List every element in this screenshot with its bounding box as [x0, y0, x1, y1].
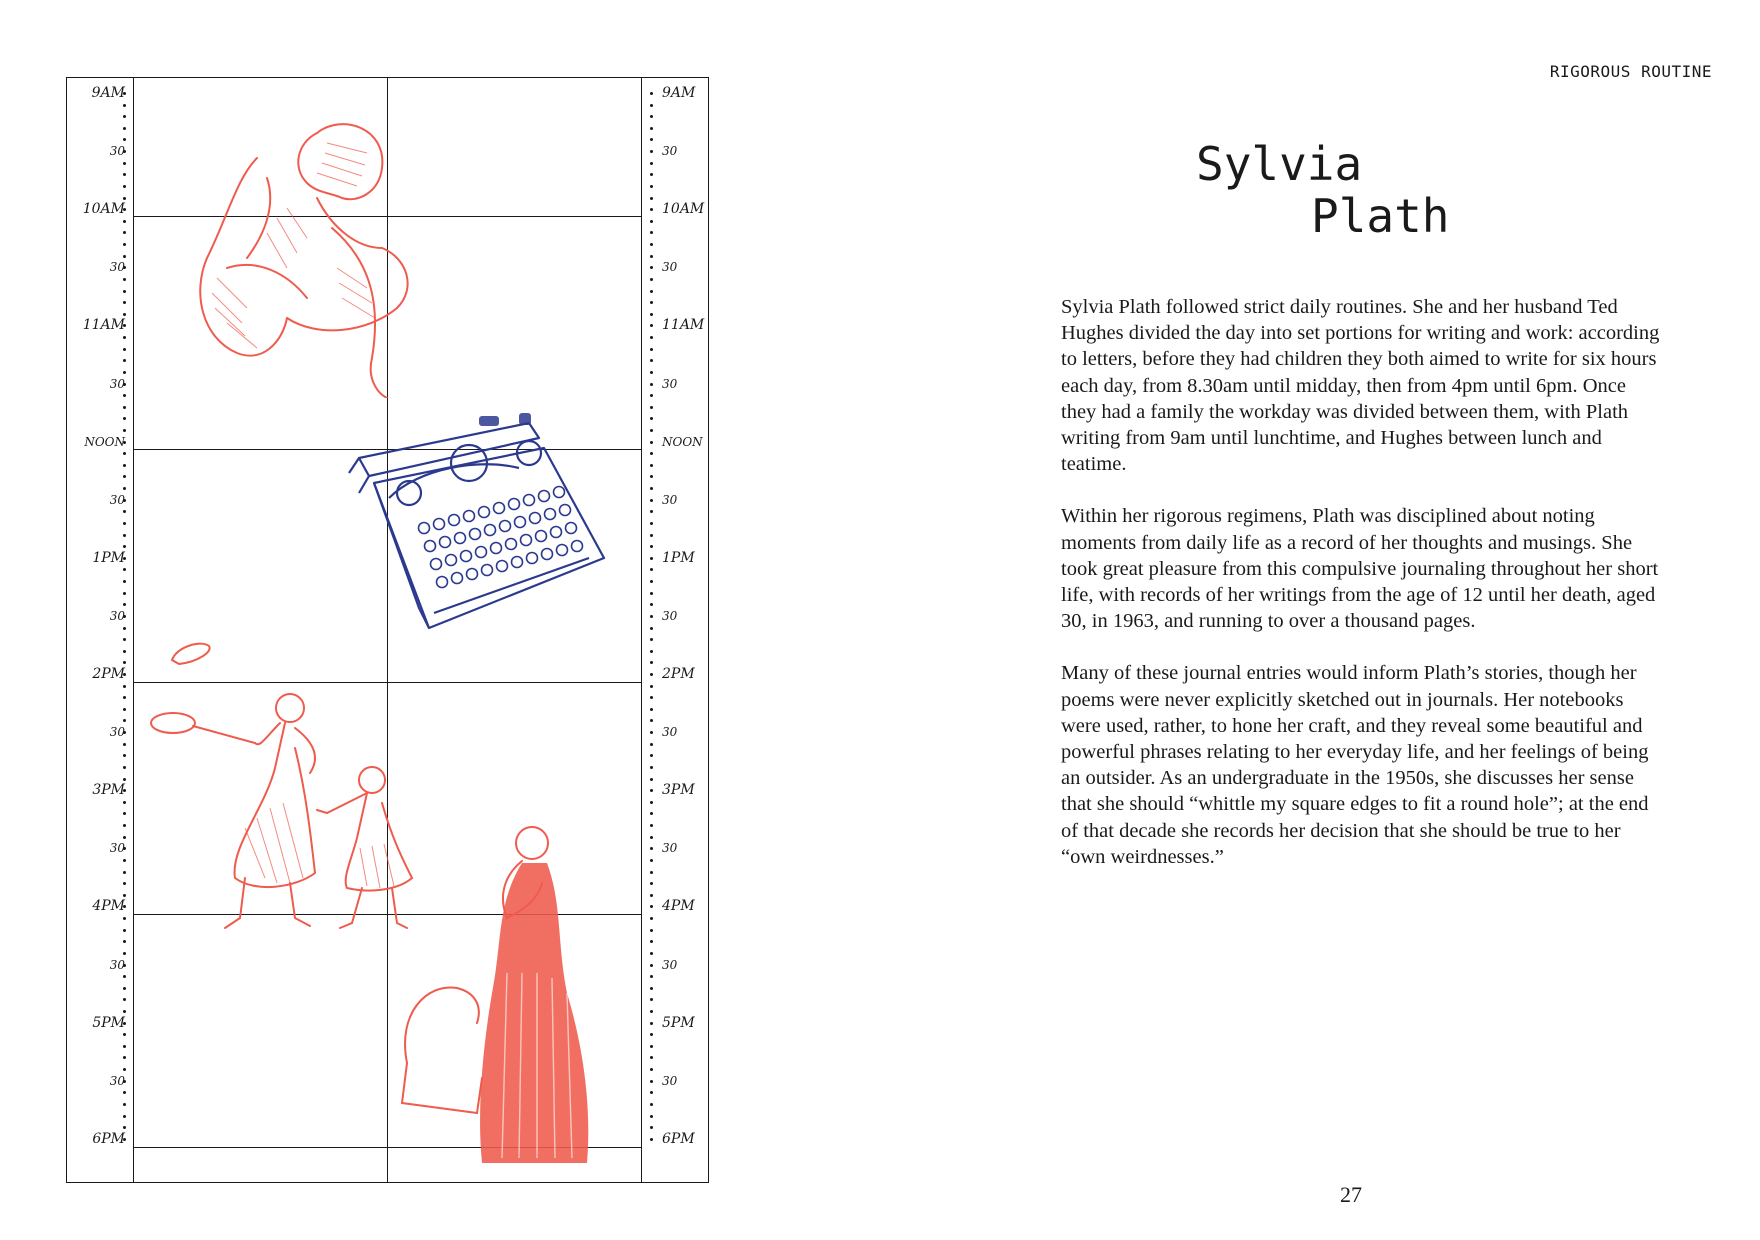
page-title [1196, 138, 1449, 242]
scale-dot [123, 475, 126, 478]
scale-dot [650, 417, 653, 420]
scale-dot [123, 545, 126, 548]
woman-holding-baby-illustration [397, 823, 617, 1173]
scale-dot [650, 940, 653, 943]
scale-dot [123, 766, 126, 769]
scale-dot [123, 778, 126, 781]
tick-label: 9AM [91, 85, 125, 101]
scale-dot [650, 220, 653, 223]
scale-dot [650, 197, 653, 200]
scale-dot [650, 1068, 653, 1071]
tick-label: 2PM [662, 666, 695, 682]
scale-dot [650, 185, 653, 188]
tick-label: 11AM [82, 317, 125, 334]
tick-label: 30 [662, 260, 678, 275]
scale-dot [650, 464, 653, 467]
tick-label: 30 [109, 260, 125, 275]
typewriter-key [551, 527, 562, 538]
scale-dot [650, 836, 653, 839]
scale-dot [650, 975, 653, 978]
scale-dot [650, 1080, 653, 1083]
tick-label: 3PM [92, 782, 125, 799]
scale-dot [123, 987, 126, 990]
scale-dot [650, 789, 653, 792]
tick-label: 30 [662, 1073, 678, 1088]
tick-label: NOON [84, 434, 125, 449]
scale-dot [123, 836, 126, 839]
scale-dot [123, 1068, 126, 1071]
scale-dot [123, 871, 126, 874]
scale-dot [650, 685, 653, 688]
scale-dot [650, 452, 653, 455]
scale-dot [123, 708, 126, 711]
scale-dot [650, 1115, 653, 1118]
typewriter-key [449, 515, 460, 526]
scale-dot [123, 754, 126, 757]
page-number: 27 [1340, 1182, 1362, 1207]
typewriter-key [497, 561, 508, 572]
typewriter-key [461, 551, 472, 562]
typewriter-key [566, 523, 577, 534]
scale-dot [123, 313, 126, 316]
scale-dot [650, 801, 653, 804]
tick-label: 30 [662, 957, 678, 972]
scale-dot [123, 998, 126, 1001]
scale-dot [123, 1033, 126, 1036]
scale-dot [123, 278, 126, 281]
typewriter-key [419, 523, 430, 534]
scale-dot [650, 301, 653, 304]
scale-dot [650, 336, 653, 339]
typewriter-key [560, 505, 571, 516]
scale-dot [650, 1103, 653, 1106]
scale-dot [650, 266, 653, 269]
scale-dot [650, 127, 653, 130]
typewriter-key [440, 537, 451, 548]
scale-dot [123, 522, 126, 525]
scale-dot [123, 406, 126, 409]
scale-dot [650, 522, 653, 525]
scale-dot [650, 615, 653, 618]
tick-label: NOON [662, 434, 703, 449]
tick-label: 30 [662, 608, 678, 623]
paragraph: Many of these journal entries would inform Plath’s stories, though her poems were never explicitly sketched out in journals. Her notebooks were used, rather, to hone her craft, and they reveal some beautiful and powerful phrases relating to her everyday life, and her feelings of being an outsider. As an undergraduate in the 1950s, she discusses her sense that she should “whittle my square edges to fit a round hole”; at the end of that decade she records her decision that she should be true to her “own weirdnesses.” [1061, 662, 1649, 868]
scale-dot [650, 1010, 653, 1013]
typewriter-illustration [329, 398, 629, 638]
body-text [1061, 294, 1661, 896]
scale-dot [650, 917, 653, 920]
typewriter-key [491, 543, 502, 554]
tick-label: 1PM [662, 549, 695, 566]
scale-dot [123, 1010, 126, 1013]
scale-dot [123, 627, 126, 630]
scale-dot [650, 359, 653, 362]
tick-label: 6PM [92, 1130, 125, 1147]
scale-dot [650, 104, 653, 107]
typewriter-key [434, 519, 445, 530]
scale-dot [650, 847, 653, 850]
scale-dot [650, 278, 653, 281]
scale-dot [650, 475, 653, 478]
right-dot-scale [650, 78, 654, 1182]
tick-label: 5PM [662, 1014, 695, 1031]
typewriter-key [530, 513, 541, 524]
scale-dot [123, 1115, 126, 1118]
scale-dot [650, 673, 653, 676]
scale-dot [123, 917, 126, 920]
tick-label: 4PM [92, 898, 125, 915]
tick-label: 30 [662, 841, 678, 856]
scale-dot [650, 510, 653, 513]
tick-label: 6PM [662, 1130, 695, 1147]
scale-dot [650, 952, 653, 955]
typewriter-key [542, 549, 553, 560]
scale-dot [650, 894, 653, 897]
scale-dot [650, 627, 653, 630]
scale-dot [650, 731, 653, 734]
scale-dot [650, 138, 653, 141]
scale-dot [650, 371, 653, 374]
scale-dot [650, 905, 653, 908]
scale-dot [650, 1022, 653, 1025]
scale-dot [650, 580, 653, 583]
scale-dot [123, 255, 126, 258]
scale-dot [650, 173, 653, 176]
scale-dot [123, 162, 126, 165]
scale-dot [123, 127, 126, 130]
scale-dot [650, 255, 653, 258]
scale-dot [123, 452, 126, 455]
tick-label: 30 [109, 1073, 125, 1088]
scale-dot [123, 371, 126, 374]
typewriter-key [467, 569, 478, 580]
scale-dot [650, 243, 653, 246]
scale-dot [650, 568, 653, 571]
scale-dot [123, 568, 126, 571]
tick-label: 30 [662, 492, 678, 507]
scale-dot [650, 859, 653, 862]
typewriter-key [506, 539, 517, 550]
scale-dot [123, 243, 126, 246]
daily-schedule-chart [66, 77, 709, 1183]
scale-dot [123, 220, 126, 223]
tick-label: 30 [109, 957, 125, 972]
typewriter-key [425, 541, 436, 552]
scale-dot [123, 290, 126, 293]
typewriter-key [509, 499, 520, 510]
scale-dot [650, 882, 653, 885]
scale-dot [650, 115, 653, 118]
typewriter-key [512, 557, 523, 568]
scale-dot [650, 290, 653, 293]
scale-dot [123, 894, 126, 897]
tick-label: 10AM [82, 201, 125, 218]
typewriter-key [539, 491, 550, 502]
tick-label: 30 [109, 492, 125, 507]
scale-dot [650, 1033, 653, 1036]
scale-dot [650, 150, 653, 153]
scale-dot [650, 406, 653, 409]
scale-dot [650, 778, 653, 781]
tick-label: 30 [109, 144, 125, 159]
scale-dot [123, 487, 126, 490]
typewriter-key [515, 517, 526, 528]
typewriter-key [437, 577, 448, 588]
scale-dot [123, 859, 126, 862]
tick-label: 11AM [662, 317, 705, 334]
tick-label: 30 [662, 144, 678, 159]
scale-dot [650, 92, 653, 95]
scale-dot [123, 696, 126, 699]
scale-dot [650, 603, 653, 606]
scale-dot [650, 348, 653, 351]
scale-dot [123, 115, 126, 118]
typewriter-key [536, 531, 547, 542]
tick-label: 30 [109, 608, 125, 623]
scale-dot [123, 743, 126, 746]
pancake-illustration [167, 638, 217, 668]
scale-dot [123, 1091, 126, 1094]
scale-dot [123, 104, 126, 107]
scale-dot [650, 545, 653, 548]
scale-dot [650, 1045, 653, 1048]
typewriter-key [479, 507, 490, 518]
scale-dot [650, 638, 653, 641]
paragraph: Sylvia Plath followed strict daily routines. She and her husband Ted Hughes divided the day into set portions for writing and work: according to letters, before they had children they both aimed to write for six hours each day, from 8.30am until midday, then from 4pm until 6pm. Once they had a family the workday was divided between them, with Plath writing from 9am until lunchtime, and Hughes between lunch and teatime. [1061, 296, 1660, 476]
scale-dot [650, 534, 653, 537]
scale-dot [123, 603, 126, 606]
scale-dot [650, 929, 653, 932]
scale-dot [650, 487, 653, 490]
scale-dot [650, 696, 653, 699]
scale-dot [123, 929, 126, 932]
scale-dot [650, 231, 653, 234]
scale-dot [650, 754, 653, 757]
scale-dot [123, 464, 126, 467]
scale-dot [650, 812, 653, 815]
scale-dot [650, 650, 653, 653]
tick-label: 2PM [92, 666, 125, 682]
typewriter-key [482, 565, 493, 576]
scale-dot [123, 812, 126, 815]
scale-dot [650, 383, 653, 386]
scale-dot [650, 1138, 653, 1141]
scale-dot [123, 359, 126, 362]
scale-dot [123, 348, 126, 351]
scale-dot [123, 685, 126, 688]
scale-dot [650, 429, 653, 432]
left-axis-line [133, 78, 134, 1182]
scale-dot [650, 1091, 653, 1094]
scale-dot [123, 650, 126, 653]
tick-label: 30 [109, 725, 125, 740]
scale-dot [123, 301, 126, 304]
tick-label: 30 [109, 841, 125, 856]
scale-dot [123, 824, 126, 827]
right-axis-line [641, 78, 642, 1182]
scale-dot [650, 766, 653, 769]
tick-label: 10AM [662, 201, 705, 218]
scale-dot [123, 801, 126, 804]
title-line-last: Plath [1311, 189, 1450, 243]
scale-dot [123, 185, 126, 188]
tick-label: 30 [109, 376, 125, 391]
scale-dot [123, 592, 126, 595]
scale-dot [123, 940, 126, 943]
scale-dot [650, 394, 653, 397]
typewriter-key [485, 525, 496, 536]
scale-dot [650, 987, 653, 990]
typewriter-key [464, 511, 475, 522]
scale-dot [123, 719, 126, 722]
tick-label: 30 [662, 725, 678, 740]
typewriter-key [446, 555, 457, 566]
scale-dot [650, 964, 653, 967]
paragraph: Within her rigorous regimens, Plath was disciplined about noting moments from daily life as a record of her thoughts and musings. She took great pleasure from this compulsive journaling throughout her short life, with records of her writings from the age of 12 until her death, aged 30, in 1963, and running to over a thousand pages. [1061, 505, 1659, 633]
typewriter-key [572, 541, 583, 552]
typewriter-key [455, 533, 466, 544]
scale-dot [123, 882, 126, 885]
typewriter-key [500, 521, 511, 532]
scale-dot [650, 661, 653, 664]
scale-dot [650, 708, 653, 711]
scale-dot [123, 638, 126, 641]
tick-label: 3PM [662, 782, 695, 799]
scale-dot [123, 138, 126, 141]
scale-dot [123, 580, 126, 583]
title-line-first: Sylvia [1196, 137, 1363, 191]
scale-dot [123, 661, 126, 664]
embracing-couple-illustration [167, 108, 437, 398]
scale-dot [650, 208, 653, 211]
scale-dot [650, 1126, 653, 1129]
scale-dot [650, 824, 653, 827]
scale-dot [650, 313, 653, 316]
tick-label: 5PM [92, 1014, 125, 1031]
typewriter-key [524, 495, 535, 506]
typewriter-key [545, 509, 556, 520]
scale-dot [123, 952, 126, 955]
typewriter-key [452, 573, 463, 584]
scale-dot [650, 871, 653, 874]
scale-dot [123, 1103, 126, 1106]
typewriter-key [557, 545, 568, 556]
typewriter-key [527, 553, 538, 564]
typewriter-key [431, 559, 442, 570]
scale-dot [650, 743, 653, 746]
scale-dot [650, 557, 653, 560]
tick-label: 4PM [662, 898, 695, 915]
tick-label: 1PM [92, 549, 125, 566]
tick-label: 30 [662, 376, 678, 391]
scale-dot [123, 336, 126, 339]
scale-dot [123, 1126, 126, 1129]
scale-dot [123, 1056, 126, 1059]
scale-dot [650, 441, 653, 444]
scale-dot [123, 429, 126, 432]
scale-dot [650, 592, 653, 595]
scale-dot [650, 324, 653, 327]
scale-dot [650, 1056, 653, 1059]
scale-dot [123, 394, 126, 397]
scale-dot [123, 173, 126, 176]
scale-dot [123, 975, 126, 978]
typewriter-key [476, 547, 487, 558]
scale-dot [650, 499, 653, 502]
typewriter-key [470, 529, 481, 540]
typewriter-key [554, 487, 565, 498]
scale-dot [650, 998, 653, 1001]
scale-dot [123, 417, 126, 420]
scale-dot [123, 231, 126, 234]
tick-label: 9AM [662, 85, 696, 101]
scale-dot [650, 162, 653, 165]
typewriter-key [521, 535, 532, 546]
scale-dot [123, 510, 126, 513]
running-head: RIGOROUS ROUTINE [1549, 62, 1712, 81]
scale-dot [123, 1045, 126, 1048]
scale-dot [123, 534, 126, 537]
scale-dot [123, 197, 126, 200]
typewriter-key [494, 503, 505, 514]
scale-dot [650, 719, 653, 722]
